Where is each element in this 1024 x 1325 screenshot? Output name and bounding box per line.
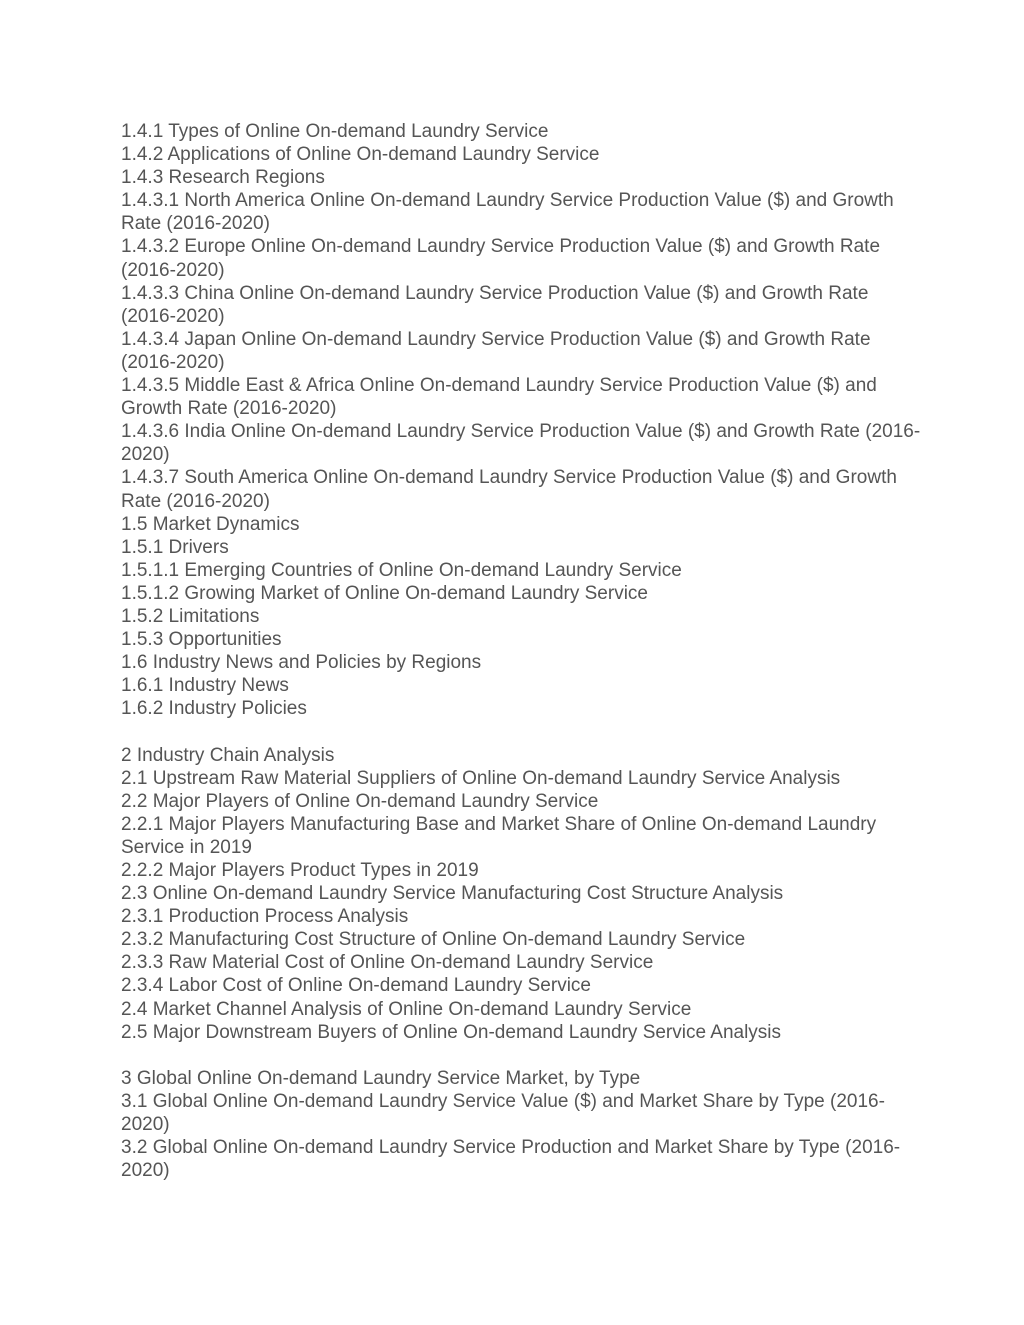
toc-line: 1.4.1 Types of Online On-demand Laundry Service [121,121,549,142]
toc-line: 1.4.3.6 India Online On-demand Laundry Service Production Value ($) and Growth Rate (2016-2020) [121,421,921,466]
toc-line: 2.2.2 Major Players Product Types in 2019 [121,860,479,881]
toc-line: 3 Global Online On-demand Laundry Service Market, by Type [121,1067,641,1089]
toc-line: 2.2.1 Major Players Manufacturing Base and Market Share of Online On-demand Laundry Service in 2019 [121,813,877,858]
toc-section-2 [121,744,921,1044]
toc-line: 1.4.3.2 Europe Online On-demand Laundry Service Production Value ($) and Growth Rate (2016-2020) [121,236,881,281]
toc-line: 2.3.2 Manufacturing Cost Structure of Online On-demand Laundry Service [121,929,746,951]
toc-line: 2.1 Upstream Raw Material Suppliers of Online On-demand Laundry Service Analysis [121,767,841,789]
toc-line: 1.5 Market Dynamics [121,513,300,535]
toc-line: 1.6 Industry News and Policies by Regions [121,652,482,674]
toc-line: 2 Industry Chain Analysis [121,744,335,766]
toc-line: 1.4.3 Research Regions [121,167,325,189]
toc-line: 2.3 Online On-demand Laundry Service Manufacturing Cost Structure Analysis [121,883,784,905]
toc-line: 1.4.3.7 South America Online On-demand Laundry Service Production Value ($) and Growth Rate (2016-2020) [121,467,897,512]
toc-line: 1.4.3.4 Japan Online On-demand Laundry Service Production Value ($) and Growth Rate (2016-2020) [121,328,871,373]
toc-line: 2.3.4 Labor Cost of Online On-demand Laundry Service [121,975,591,997]
toc-section-1 [121,120,921,720]
toc-line: 1.4.2 Applications of Online On-demand Laundry Service [121,144,600,166]
toc-section-3 [121,1067,921,1182]
document-page [121,120,921,1182]
toc-line: 1.6.1 Industry News [121,675,289,697]
toc-line: 1.5.1.1 Emerging Countries of Online On-demand Laundry Service [121,559,682,581]
toc-line: 2.3.1 Production Process Analysis [121,906,409,928]
toc-line: 2.5 Major Downstream Buyers of Online On-demand Laundry Service Analysis [121,1021,782,1043]
toc-line: 2.4 Market Channel Analysis of Online On-demand Laundry Service [121,998,692,1020]
toc-line: 1.4.3.1 North America Online On-demand Laundry Service Production Value ($) and Growth Rate (2016-2020) [121,190,894,235]
toc-line: 3.1 Global Online On-demand Laundry Service Value ($) and Market Share by Type (2016-2020) [121,1090,885,1136]
toc-line: 1.6.2 Industry Policies [121,698,307,720]
toc-line: 1.5.2 Limitations [121,605,260,627]
toc-line: 1.4.3.5 Middle East & Africa Online On-demand Laundry Service Production Value ($) and Growth Rate (2016-2020) [121,375,877,420]
toc-line: 1.5.3 Opportunities [121,629,282,651]
toc-line: 3.2 Global Online On-demand Laundry Service Production and Market Share by Type (2016-2020) [121,1137,901,1182]
toc-line: 1.5.1 Drivers [121,536,229,558]
toc-line: 1.4.3.3 China Online On-demand Laundry Service Production Value ($) and Growth Rate (2016-2020) [121,282,869,327]
toc-line: 1.5.1.2 Growing Market of Online On-demand Laundry Service [121,582,648,604]
toc-line: 2.3.3 Raw Material Cost of Online On-demand Laundry Service [121,952,654,974]
toc-line: 2.2 Major Players of Online On-demand Laundry Service [121,790,599,812]
